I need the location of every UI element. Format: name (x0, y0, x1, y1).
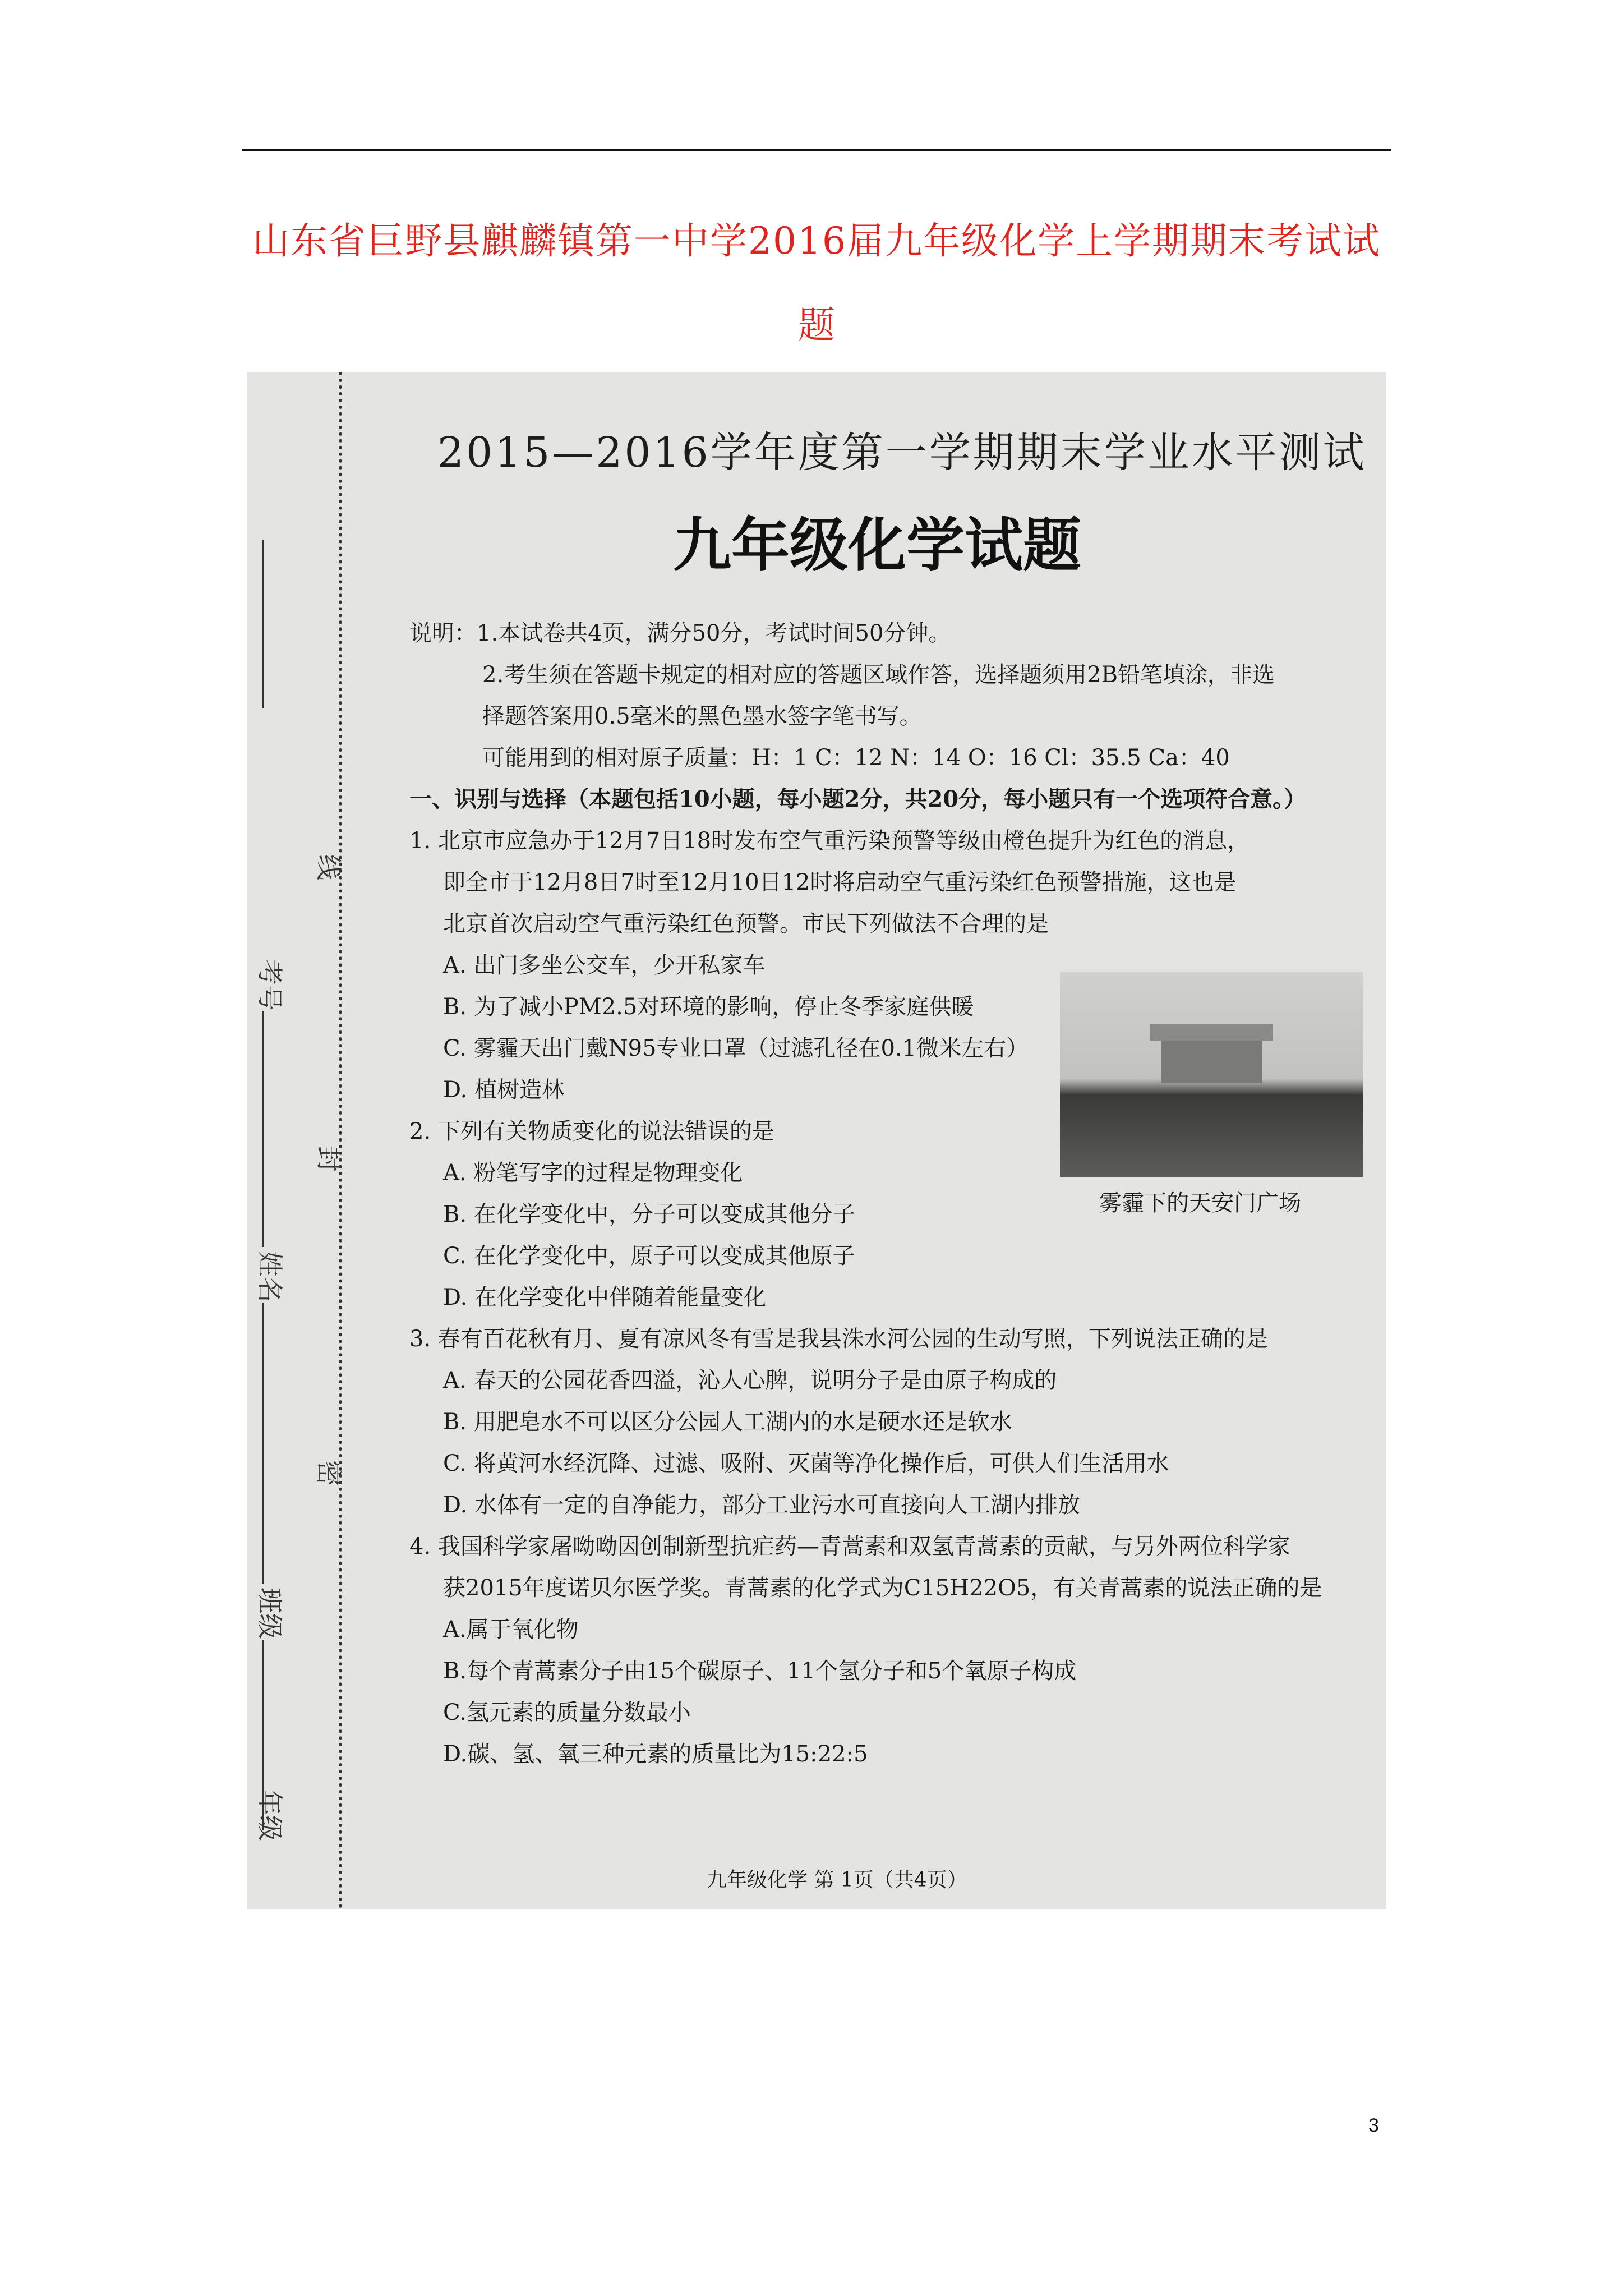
mark-line: 线 (313, 854, 344, 880)
question-1-option: C. 雾霾天出门戴N95专业口罩（过滤孔径在0.1微米左右） (443, 1036, 1029, 1061)
question-1-stem: 北京首次启动空气重污染红色预警。市民下列做法不合理的是 (443, 911, 1049, 937)
section-heading: 一、识别与选择（本题包括10小题，每小题2分，共20分，每小题只有一个选项符合意。） (409, 786, 1307, 812)
question-3-option: B. 用肥皂水不可以区分公园人工湖内的水是硬水还是软水 (443, 1409, 1012, 1435)
question-3-stem: 3. 春有百花秋有月、夏有凉风冬有雪是我县洙水河公园的生动写照，下列说法正确的是 (409, 1326, 1268, 1352)
atomic-mass-line: 可能用到的相对原子质量：H：1 C：12 N：14 O：16 Cl：35.5 Ca：40 (482, 745, 1230, 771)
exam-content (247, 372, 1386, 1909)
exam-header: 2015—2016学年度第一学期期末学业水平测试 (437, 429, 1367, 477)
question-3-option: A. 春天的公园花香四溢，沁人心脾，说明分子是由原子构成的 (443, 1368, 1057, 1393)
instruction-line: 2.考生须在答题卡规定的相对应的答题区域作答，选择题须用2B铅笔填涂，非选 (482, 662, 1275, 688)
photo-caption: 雾霾下的天安门广场 (1099, 1190, 1301, 1216)
label-exam-no: 考号 (255, 959, 285, 1011)
document-title-line2: 题 (798, 303, 835, 347)
mark-secret: 密 (313, 1460, 344, 1486)
question-4-option: B.每个青蒿素分子由15个碳原子、11个氢分子和5个氧原子构成 (443, 1658, 1077, 1684)
label-name: 姓名 (255, 1251, 285, 1303)
label-class: 班级 (255, 1588, 285, 1639)
question-2-option: C. 在化学变化中，原子可以变成其他原子 (443, 1243, 855, 1269)
document-title-line1: 山东省巨野县麒麟镇第一中学2016届九年级化学上学期期末考试试 (252, 219, 1381, 263)
question-2-option: A. 粉笔写字的过程是物理变化 (443, 1160, 743, 1186)
question-2-option: D. 在化学变化中伴随着能量变化 (443, 1285, 767, 1310)
exam-page-footer: 九年级化学 第 1页（共4页） (707, 1869, 967, 1892)
question-1-option: D. 植树造林 (443, 1077, 565, 1103)
page-number: 3 (1368, 2115, 1379, 2136)
question-3-option: D. 水体有一定的自净能力，部分工业污水可直接向人工湖内排放 (443, 1492, 1081, 1518)
question-4-option: C.氢元素的质量分数最小 (443, 1700, 691, 1726)
question-4-option: A.属于氧化物 (443, 1617, 579, 1642)
question-1-option: B. 为了减小PM2.5对环境的影响，停止冬季家庭供暖 (443, 994, 974, 1020)
question-1-stem: 即全市于12月8日7时至12月10日12时将启动空气重污染红色预警措施，这也是 (443, 869, 1237, 895)
instruction-line: 说明：1.本试卷共4页，满分50分，考试时间50分钟。 (409, 620, 951, 646)
header-rule (242, 149, 1391, 151)
question-4-stem: 获2015年度诺贝尔医学奖。青蒿素的化学式为C15H22O5，有关青蒿素的说法正确的是 (443, 1575, 1322, 1601)
smog-tiananmen-photo (1060, 972, 1363, 1177)
question-4-option: D.碳、氢、氧三种元素的质量比为15:22:5 (443, 1741, 868, 1767)
question-1-option: A. 出门多坐公交车，少开私家车 (443, 953, 766, 978)
question-2-option: B. 在化学变化中，分子可以变成其他分子 (443, 1202, 855, 1227)
question-1-stem: 1. 北京市应急办于12月7日18时发布空气重污染预警等级由橙色提升为红色的消息， (409, 828, 1250, 854)
exam-subject-title: 九年级化学试题 (673, 511, 1082, 579)
question-4-stem: 4. 我国科学家屠呦呦因创制新型抗疟药—青蒿素和双氢青蒿素的贡献，与另外两位科学家 (409, 1534, 1290, 1559)
question-2-stem: 2. 下列有关物质变化的说法错误的是 (409, 1119, 774, 1144)
label-grade: 年级 (255, 1789, 285, 1841)
instruction-line: 择题答案用0.5毫米的黑色墨水签字笔书写。 (482, 703, 922, 729)
scanned-exam-page (247, 372, 1386, 1909)
mark-seal: 封 (313, 1146, 344, 1172)
question-3-option: C. 将黄河水经沉降、过滤、吸附、灭菌等净化操作后，可供人们生活用水 (443, 1451, 1169, 1476)
